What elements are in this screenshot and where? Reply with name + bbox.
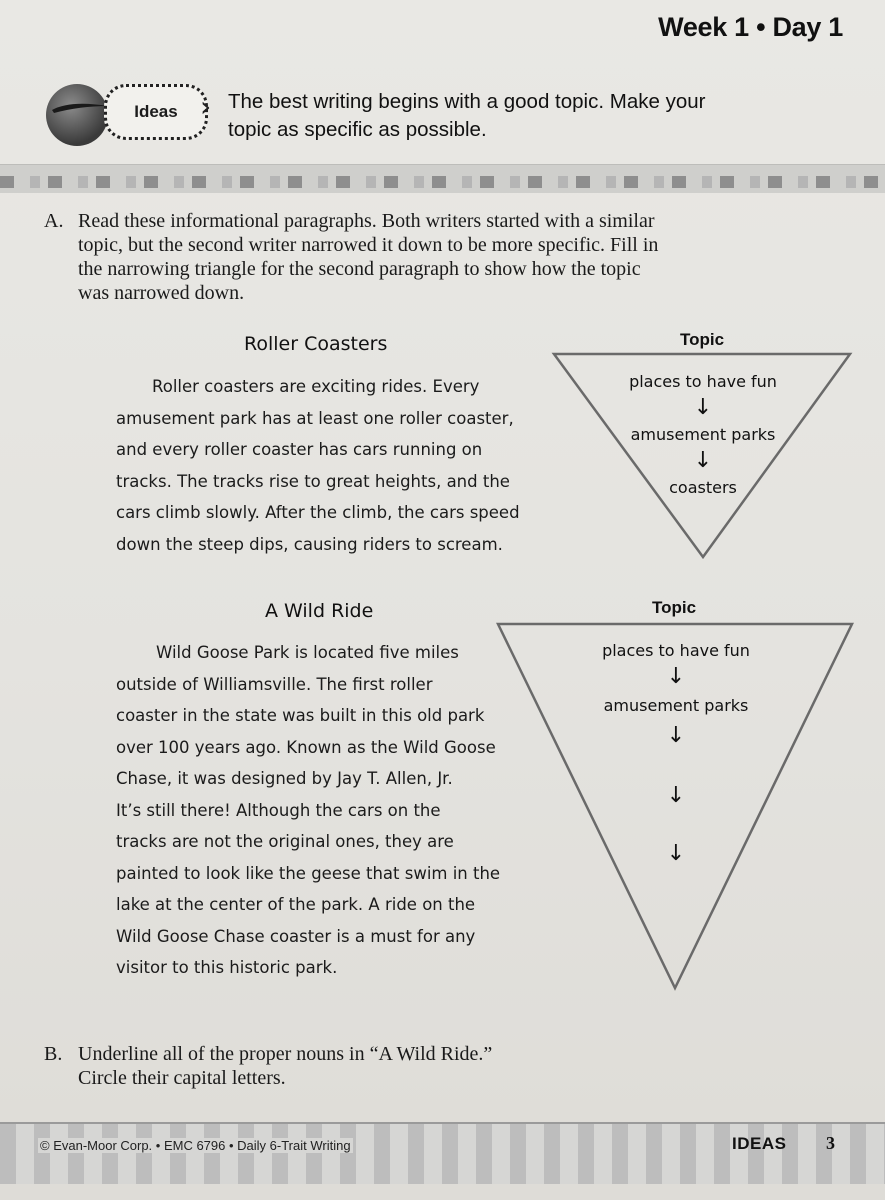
instruction-line: topic, but the second writer narrowed it down to be more specific. Fill in <box>78 234 659 256</box>
down-arrow-icon: ↓ <box>693 448 713 473</box>
down-arrow-icon: ↓ <box>666 783 686 808</box>
intro-line: topic as specific as possible. <box>228 118 487 141</box>
down-arrow-icon: ↓ <box>693 395 713 420</box>
paragraph-line: tracks. The tracks rise to great heights, and the <box>116 471 510 491</box>
paragraph-line: It’s still there! Although the cars on the <box>116 800 441 820</box>
topic-label-1: Topic <box>680 330 725 349</box>
quill-icon <box>50 100 110 114</box>
triangle2-item: places to have fun <box>602 641 750 660</box>
paragraph-title-a-wild-ride: A Wild Ride <box>265 600 374 622</box>
instruction-a <box>44 209 784 305</box>
instruction-line: the narrowing triangle for the second paragraph to show how the topic <box>78 258 641 280</box>
footer-copyright: © Evan-Moor Corp. • EMC 6796 • Daily 6-Trait Writing <box>40 1138 351 1153</box>
intro-text <box>228 88 828 144</box>
paragraph-line: down the steep dips, causing riders to scream. <box>116 534 503 554</box>
paragraph-line: outside of Williamsville. The first roller <box>116 674 433 694</box>
footer-section-label: IDEAS <box>732 1134 787 1153</box>
paragraph-line: coaster in the state was built in this old park <box>116 706 485 725</box>
instruction-line: Read these informational paragraphs. Both writers started with a similar <box>78 210 655 232</box>
trait-label: Ideas <box>104 84 208 140</box>
triangle1-item: amusement parks <box>630 425 776 444</box>
triangle1-item: coasters <box>669 478 737 497</box>
down-arrow-icon: ↓ <box>666 664 686 689</box>
paragraph-line: Wild Goose Chase coaster is a must for any <box>116 926 476 946</box>
paragraph-line: over 100 years ago. Known as the Wild Goose <box>116 737 496 757</box>
divider-dashes <box>0 176 885 188</box>
week-day-heading: Week 1 • Day 1 <box>658 12 843 42</box>
page-number: 3 <box>826 1133 835 1153</box>
instruction-letter: A. <box>44 210 64 232</box>
paragraph-line: Chase, it was designed by Jay T. Allen, Jr. <box>116 769 453 788</box>
paragraph-line: visitor to this historic park. <box>116 958 338 977</box>
topic-label-2: Topic <box>652 598 697 617</box>
paragraph-a-wild-ride <box>116 637 556 984</box>
paragraph-line: Wild Goose Park is located five miles <box>156 643 459 662</box>
instruction-line: Underline all of the proper nouns in “A Wild Ride.” <box>78 1043 493 1065</box>
paragraph-roller-coasters <box>116 371 556 560</box>
instruction-line: Circle their capital letters. <box>78 1067 286 1089</box>
paragraph-line: cars climb slowly. After the climb, the cars speed <box>116 503 520 522</box>
triangle1-item: places to have fun <box>629 372 777 391</box>
paragraph-line: lake at the center of the park. A ride on the <box>116 895 476 914</box>
triangle2-item: amusement parks <box>603 696 749 715</box>
paragraph-line: painted to look like the geese that swim in the <box>116 863 501 883</box>
paragraph-line: amusement park has at least one roller coaster, <box>116 408 514 428</box>
ideas-trait-badge <box>40 82 215 154</box>
paragraph-title-roller-coasters: Roller Coasters <box>244 333 388 355</box>
intro-line: The best writing begins with a good topic. Make your <box>228 90 706 113</box>
down-arrow-icon: ↓ <box>666 841 686 866</box>
trait-circle-icon <box>46 84 108 146</box>
chevron-right-icon: › <box>200 90 212 123</box>
paragraph-line: tracks are not the original ones, they are <box>116 832 454 851</box>
instruction-b <box>44 1042 784 1090</box>
paragraph-line: Roller coasters are exciting rides. Every <box>152 377 480 396</box>
instruction-letter: B. <box>44 1043 63 1065</box>
down-arrow-icon: ↓ <box>666 723 686 748</box>
paragraph-line: and every roller coaster has cars running on <box>116 440 483 459</box>
instruction-line: was narrowed down. <box>78 282 245 304</box>
